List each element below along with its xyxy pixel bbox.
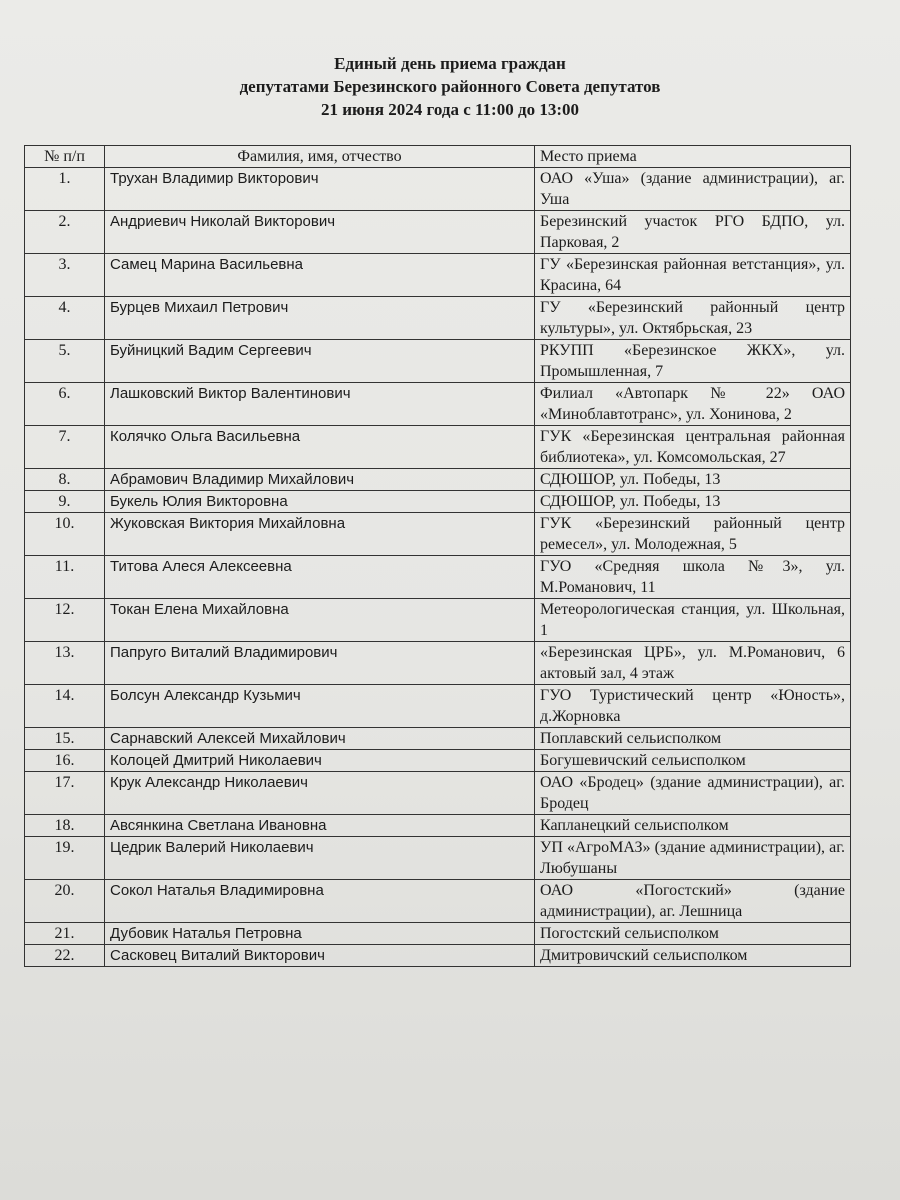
table-row xyxy=(25,880,851,923)
reception-place: ОАО «Бродец» (здание администрации), аг. Бродец xyxy=(535,772,851,815)
deputy-name: Крук Александр Николаевич xyxy=(105,772,535,815)
deputy-name: Букель Юлия Викторовна xyxy=(105,491,535,513)
reception-place: ГУО Туристический центр «Юность», д.Жорновка xyxy=(535,685,851,728)
reception-place: Капланецкий сельисполком xyxy=(535,815,851,837)
reception-place: СДЮШОР, ул. Победы, 13 xyxy=(535,491,851,513)
reception-place: Богушевичский сельисполком xyxy=(535,750,851,772)
table-row xyxy=(25,297,851,340)
deputy-name: Колоцей Дмитрий Николаевич xyxy=(105,750,535,772)
row-number: 19. xyxy=(25,837,105,880)
reception-place: ОАО «Уша» (здание администрации), аг. Уша xyxy=(535,168,851,211)
row-number: 4. xyxy=(25,297,105,340)
table-header-row xyxy=(25,146,851,168)
deputy-name: Колячко Ольга Васильевна xyxy=(105,426,535,469)
title-line-3: 21 июня 2024 года с 11:00 до 13:00 xyxy=(321,100,579,119)
row-number: 6. xyxy=(25,383,105,426)
table-row xyxy=(25,772,851,815)
row-number: 2. xyxy=(25,211,105,254)
deputy-name: Самец Марина Васильевна xyxy=(105,254,535,297)
table-row xyxy=(25,837,851,880)
deputy-name: Бурцев Михаил Петрович xyxy=(105,297,535,340)
reception-place: ГУ «Березинский районный центр культуры», ул. Октябрьская, 23 xyxy=(535,297,851,340)
deputy-name: Сокол Наталья Владимировна xyxy=(105,880,535,923)
row-number: 15. xyxy=(25,728,105,750)
reception-place: Березинский участок РГО БДПО, ул. Парковая, 2 xyxy=(535,211,851,254)
deputy-name: Дубовик Наталья Петровна xyxy=(105,923,535,945)
table-row xyxy=(25,491,851,513)
row-number: 16. xyxy=(25,750,105,772)
table-row xyxy=(25,599,851,642)
reception-place: РКУПП «Березинское ЖКХ», ул. Промышленная, 7 xyxy=(535,340,851,383)
reception-place: ГУК «Березинская центральная районная библиотека», ул. Комсомольская, 27 xyxy=(535,426,851,469)
reception-place: ГУО «Средняя школа №3», ул. М.Романович, 11 xyxy=(535,556,851,599)
column-header-place: Место приема xyxy=(535,146,851,168)
table-row xyxy=(25,556,851,599)
column-header-number: № п/п xyxy=(25,146,105,168)
deputy-name: Папруго Виталий Владимирович xyxy=(105,642,535,685)
table-row xyxy=(25,168,851,211)
deputy-name: Авсянкина Светлана Ивановна xyxy=(105,815,535,837)
table-row xyxy=(25,728,851,750)
table-row xyxy=(25,685,851,728)
reception-place: Поплавский сельисполком xyxy=(535,728,851,750)
reception-place: «Березинская ЦРБ», ул. М.Романович, 6 актовый зал, 4 этаж xyxy=(535,642,851,685)
table-row xyxy=(25,254,851,297)
row-number: 18. xyxy=(25,815,105,837)
reception-place: Метеорологическая станция, ул. Школьная, 1 xyxy=(535,599,851,642)
table-body xyxy=(25,168,851,967)
deputy-name: Сасковец Виталий Викторович xyxy=(105,945,535,967)
table-row xyxy=(25,469,851,491)
table-row xyxy=(25,945,851,967)
table-row xyxy=(25,923,851,945)
reception-place: ГУ «Березинская районная ветстанция», ул. Красина, 64 xyxy=(535,254,851,297)
reception-place: Погостский сельисполком xyxy=(535,923,851,945)
table-row xyxy=(25,426,851,469)
table-row xyxy=(25,383,851,426)
reception-place: Дмитровичский сельисполком xyxy=(535,945,851,967)
row-number: 17. xyxy=(25,772,105,815)
reception-place: УП «АгроМАЗ» (здание администрации), аг. Любушаны xyxy=(535,837,851,880)
reception-place: Филиал «Автопарк № 22» ОАО «Миноблавтотранс», ул. Хонинова, 2 xyxy=(535,383,851,426)
row-number: 9. xyxy=(25,491,105,513)
deputy-name: Цедрик Валерий Николаевич xyxy=(105,837,535,880)
title-line-1: Единый день приема граждан xyxy=(334,54,566,73)
deputy-name: Титова Алеся Алексеевна xyxy=(105,556,535,599)
deputy-name: Трухан Владимир Викторович xyxy=(105,168,535,211)
row-number: 20. xyxy=(25,880,105,923)
reception-place: ОАО «Погостский» (здание администрации), аг. Лешница xyxy=(535,880,851,923)
row-number: 11. xyxy=(25,556,105,599)
column-header-full-name: Фамилия, имя, отчество xyxy=(105,146,535,168)
table-row xyxy=(25,211,851,254)
row-number: 8. xyxy=(25,469,105,491)
table-row xyxy=(25,815,851,837)
deputy-name: Жуковская Виктория Михайловна xyxy=(105,513,535,556)
reception-schedule-table xyxy=(24,145,851,967)
row-number: 21. xyxy=(25,923,105,945)
row-number: 13. xyxy=(25,642,105,685)
deputy-name: Андриевич Николай Викторович xyxy=(105,211,535,254)
row-number: 5. xyxy=(25,340,105,383)
deputy-name: Сарнавский Алексей Михайлович xyxy=(105,728,535,750)
deputy-name: Абрамович Владимир Михайлович xyxy=(105,469,535,491)
row-number: 7. xyxy=(25,426,105,469)
row-number: 22. xyxy=(25,945,105,967)
document-title xyxy=(0,52,900,121)
reception-place: СДЮШОР, ул. Победы, 13 xyxy=(535,469,851,491)
table-row xyxy=(25,513,851,556)
row-number: 1. xyxy=(25,168,105,211)
deputy-name: Болсун Александр Кузьмич xyxy=(105,685,535,728)
table-row xyxy=(25,642,851,685)
deputy-name: Токан Елена Михайловна xyxy=(105,599,535,642)
table-row xyxy=(25,750,851,772)
row-number: 10. xyxy=(25,513,105,556)
row-number: 12. xyxy=(25,599,105,642)
reception-place: ГУК «Березинский районный центр ремесел», ул. Молодежная, 5 xyxy=(535,513,851,556)
title-line-2: депутатами Березинского районного Совета депутатов xyxy=(239,77,661,96)
row-number: 3. xyxy=(25,254,105,297)
deputy-name: Лашковский Виктор Валентинович xyxy=(105,383,535,426)
row-number: 14. xyxy=(25,685,105,728)
table-row xyxy=(25,340,851,383)
deputy-name: Буйницкий Вадим Сергеевич xyxy=(105,340,535,383)
